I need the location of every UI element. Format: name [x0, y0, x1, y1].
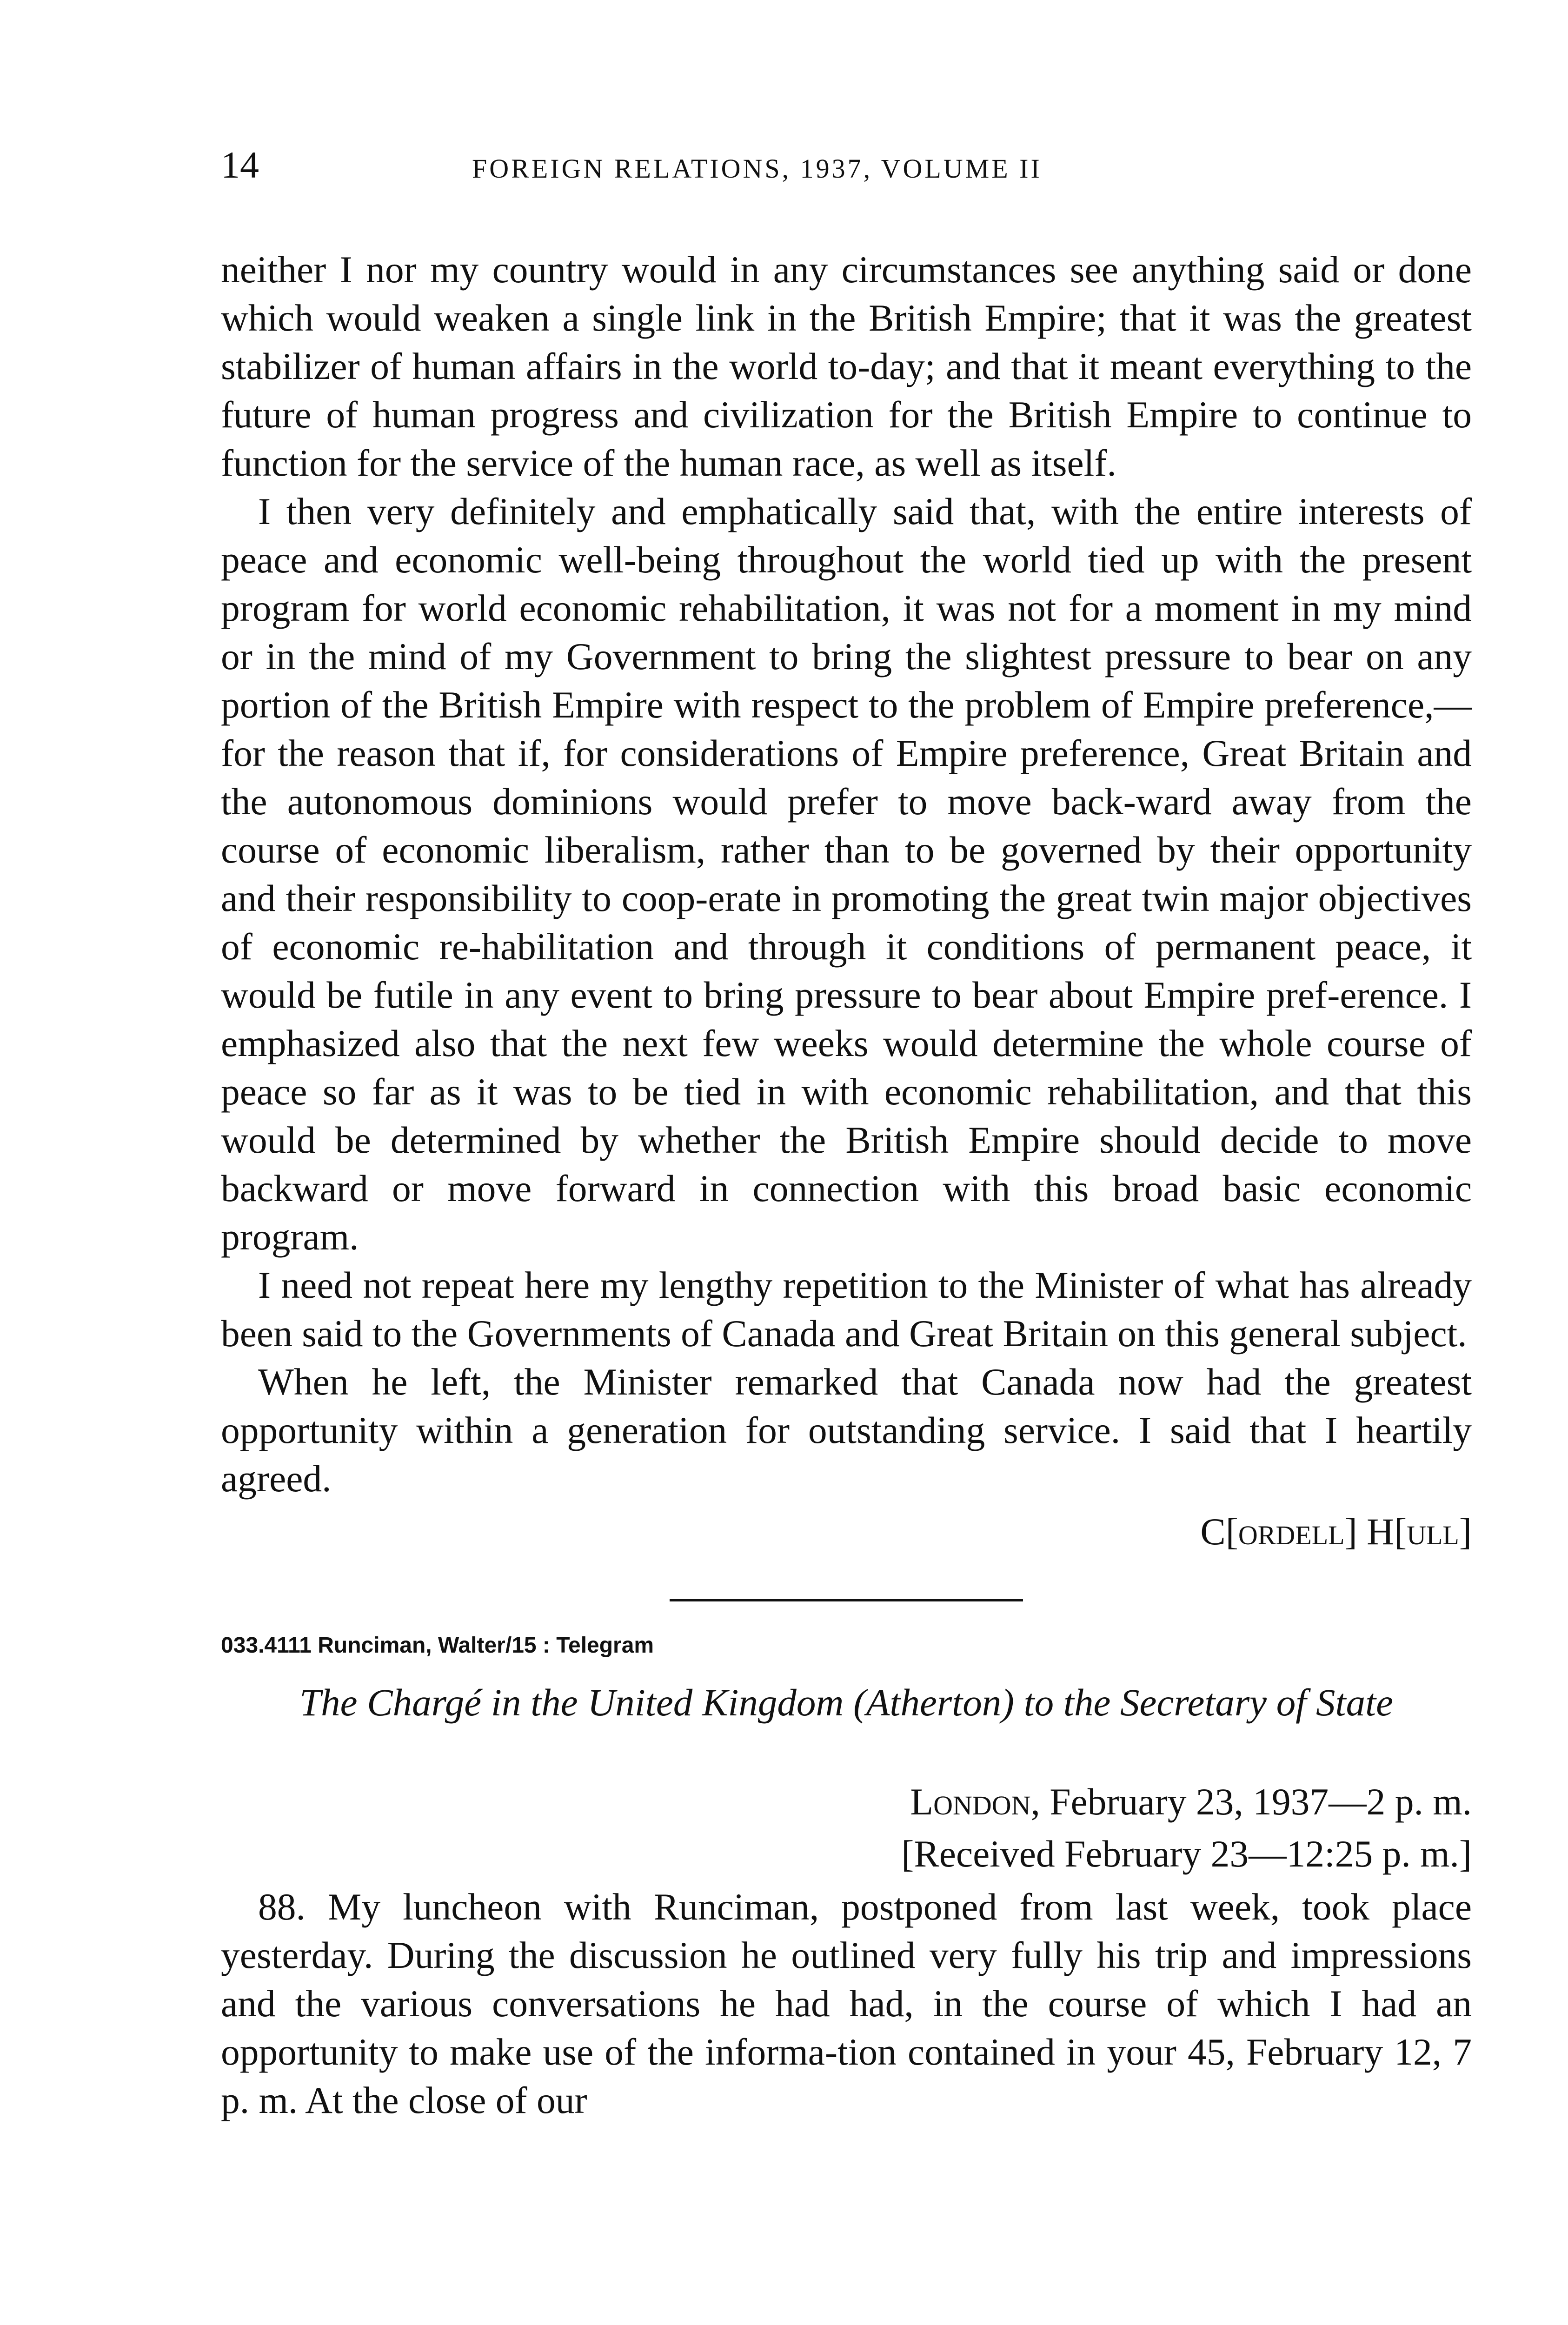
- paragraph-departure: When he left, the Minister remarked that Canada now had the greatest opportunity within a generation for outstanding service. I said that I heartily agreed.: [221, 1361, 1472, 1500]
- dateline-date: , February 23, 1937—2 p. m.: [1030, 1780, 1472, 1823]
- running-title: FOREIGN RELATIONS, 1937, VOLUME II: [472, 153, 1042, 184]
- dateline-place-rest: ONDON: [933, 1790, 1031, 1820]
- paragraph-empire-preference: I then very definitely and emphatically said that, with the entire interests of peace and economic well-being throughout the world tied up with the present program for world economic rehabilitation, it was not for a moment in my mind or in the mind of my Government to bring the slightest pressure to bear on any portion of the British Empire with respect to the problem of Empire preference,—for the reason that if, for considerations of Empire preference, Great Britain and the autonomous dominions would prefer to move back-ward away from the course of economic liberalism, rather than to be governed by their opportunity and their responsibility to coop-erate in promoting the great twin major objectives of economic re-habilitation and through it conditions of permanent peace, it would be futile in any event to bring pressure to bear about Empire pref-erence. I emphasized also that the next few weeks would determine the whole course of peace so far as it was to be tied in with economic rehabilitation, and that this would be determined by whether the British Empire should decide to move backward or move forward in connection with this broad basic economic program.: [221, 490, 1472, 1258]
- section-divider: [670, 1599, 1023, 1601]
- signature-ordell: ORDELL: [1238, 1520, 1345, 1550]
- signature-initial-c: C[: [1200, 1510, 1238, 1553]
- page-header: [221, 140, 1476, 191]
- signature-ull: ULL: [1407, 1520, 1459, 1550]
- dateline-place-initial: L: [910, 1780, 934, 1823]
- telegram-body: 88. My luncheon with Runciman, postponed from last week, took place yesterday. During the discussion he outlined very fully his trip and impressions and the various conversations he had had, in the course of which I had an opportunity to make use of the informa-tion contained in your 45, February 12, 7 p. m. At the close of our: [221, 1886, 1472, 2121]
- received-line: [Received February 23—12:25 p. m.]: [901, 1833, 1472, 1875]
- paragraph-continuation: neither I nor my country would in any circumstances see anything said or done which would weaken a single link in the British Empire; that it was the greatest stabilizer of human affairs in the world to-day; and that it meant everything to the future of human progress and civilization for the British Empire to continue to function for the service of the human race, as well as itself.: [221, 248, 1472, 484]
- paragraph-repetition: I need not repeat here my lengthy repetition to the Minister of what has already been said to the Governments of Canada and Great Britain on this general subject.: [221, 1264, 1472, 1355]
- page-number: 14: [221, 144, 259, 186]
- dateline: [221, 1778, 1472, 1830]
- signature-close-bracket: ]: [1459, 1510, 1472, 1553]
- file-reference: 033.4111 Runciman, Walter/15 : Telegram: [221, 1633, 654, 1658]
- body-text: [221, 246, 1472, 2125]
- signature-initial-h: ] H[: [1344, 1510, 1407, 1553]
- document-title: The Chargé in the United Kingdom (Atherton) to the Secretary of State: [299, 1681, 1394, 1724]
- signature: [221, 1508, 1472, 1560]
